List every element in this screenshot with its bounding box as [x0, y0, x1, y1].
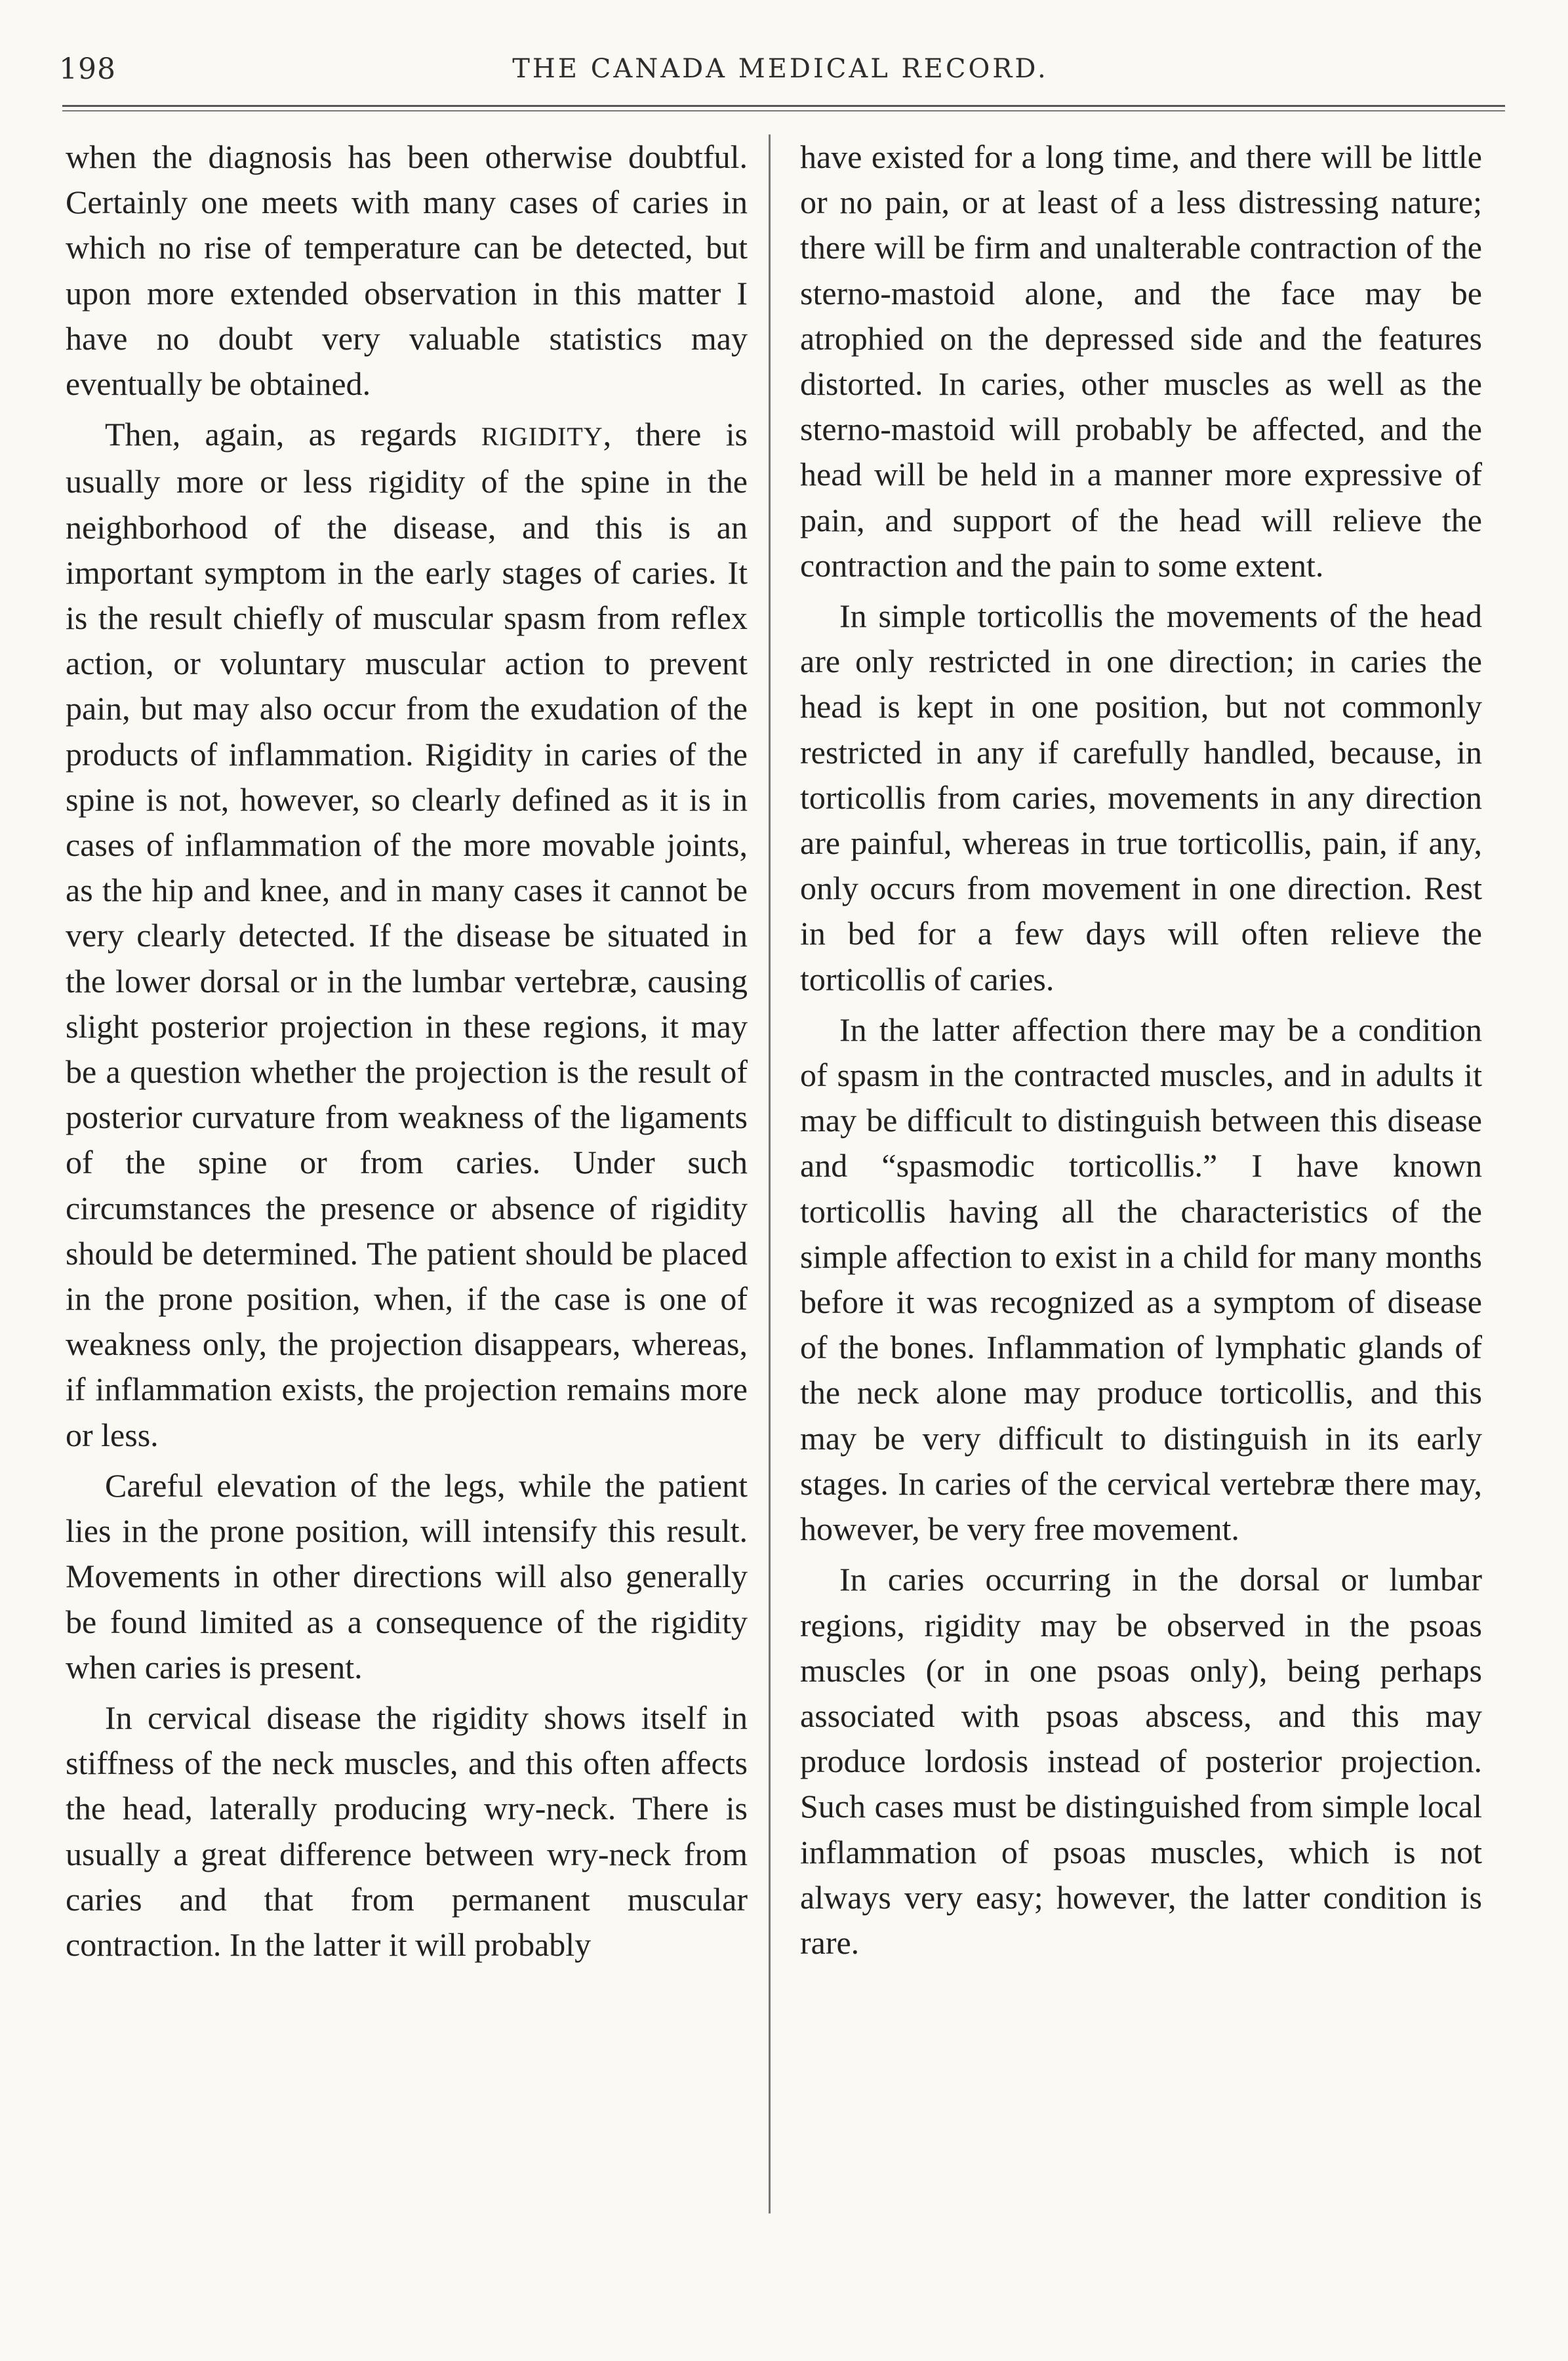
left-paragraph-2-start: Then, again, as regards — [105, 416, 457, 453]
column-divider — [769, 134, 771, 2213]
left-paragraph-3: Careful elevation of the legs, while the patient lies in the prone position, will intensify this result. Movements in other directions will also generally be found limited as a consequence of the rigidity when caries is present. — [66, 1466, 748, 1685]
right-column — [800, 134, 1482, 2246]
rigidity-term: RIGIDITY — [481, 422, 603, 452]
page-header — [59, 39, 1502, 98]
left-paragraph-2 — [66, 412, 748, 1458]
journal-title: THE CANADA MEDICAL RECORD. — [512, 54, 1049, 84]
header-rule — [62, 105, 1505, 107]
right-paragraph-2: In simple torticollis the movements of the head are only restricted in one direction; in caries the head is kept in one position, but not commonly restricted in any if carefully handled, because, in torticollis from caries, movements in any direction are painful, whereas in true torticollis, pain, if any, only occurs from movement in one direction. Rest in bed for a few days will often relieve the torticollis of caries. — [800, 597, 1482, 998]
left-paragraph-2-rest: , there is usually more or less rigidity of the spine in the neighborhood of the disease, and this is an important symptom in the early stages of caries. It is the result chiefly of muscular spasm from reflex action, or voluntary muscular action to prevent pain, but may also occur from the exudation of the products of inflammation. Rigidity in caries of the spine is not, however, so clearly defined as it is in cases of inflammation of the more movable joints, as the hip and knee, and in many cases it cannot be very clearly detected. If the disease be situated in the lower dorsal or in the lumbar vertebræ, causing slight posterior projection in these regions, it may be a question whether the projection is the result of posterior curvature from weakness of the ligaments of the spine or from caries. Under such circumstances the presence or absence of rigidity should be determined. The patient should be placed in the prone position, when, if the case is one of weakness only, the projection disappears, whereas, if inflammation exists, the projection remains more or less. — [66, 416, 748, 1453]
page-number: 198 — [59, 52, 116, 86]
right-paragraph-3: In the latter affection there may be a condition of spasm in the contracted muscles, and in adults it may be difficult to distinguish between this disease and “spasmodic torticollis.” I have known torticollis having all the characteristics of the simple affection to exist in a child for many months before it was recognized as a symptom of disease of the bones. Inflammation of lymphatic glands of the neck alone may produce torticollis, and this may be very difficult to distinguish in its early stages. In caries of the cervical vertebræ there may, however, be very free movement. — [800, 1011, 1482, 1548]
left-column — [66, 134, 748, 2246]
right-paragraph-4: In caries occurring in the dorsal or lumbar regions, rigidity may be observed in the psoas muscles (or in one psoas only), being perhaps associated with psoas abscess, and this may produce lordosis instead of posterior projection. Such cases must be distinguished from simple local inflammation of psoas muscles, which is not always very easy; however, the latter condition is rare. — [800, 1561, 1482, 1961]
right-paragraph-1: have existed for a long time, and there will be little or no pain, or at least of a less distressing nature; there will be firm and unalterable contraction of the sterno-mastoid alone, and the face may be atrophied on the depressed side and the features distorted. In caries, other muscles as well as the sterno-mastoid will probably be affected, and the head will be held in a manner more expressive of pain, and support of the head will relieve the contraction and the pain to some extent. — [800, 138, 1482, 584]
left-paragraph-1: when the diagnosis has been otherwise doubtful. Certainly one meets with many cases of caries in which no rise of temperature can be detected, but upon more extended observation in this matter I have no doubt very valuable statistics may eventually be obtained. — [66, 138, 748, 403]
header-rule-secondary — [62, 110, 1505, 111]
left-paragraph-4: In cervical disease the rigidity shows itself in stiffness of the neck muscles, and this often affects the head, laterally producing wry-neck. There is usually a great difference between wry-neck from caries and that from permanent muscular contraction. In the latter it will probably — [66, 1699, 748, 1963]
